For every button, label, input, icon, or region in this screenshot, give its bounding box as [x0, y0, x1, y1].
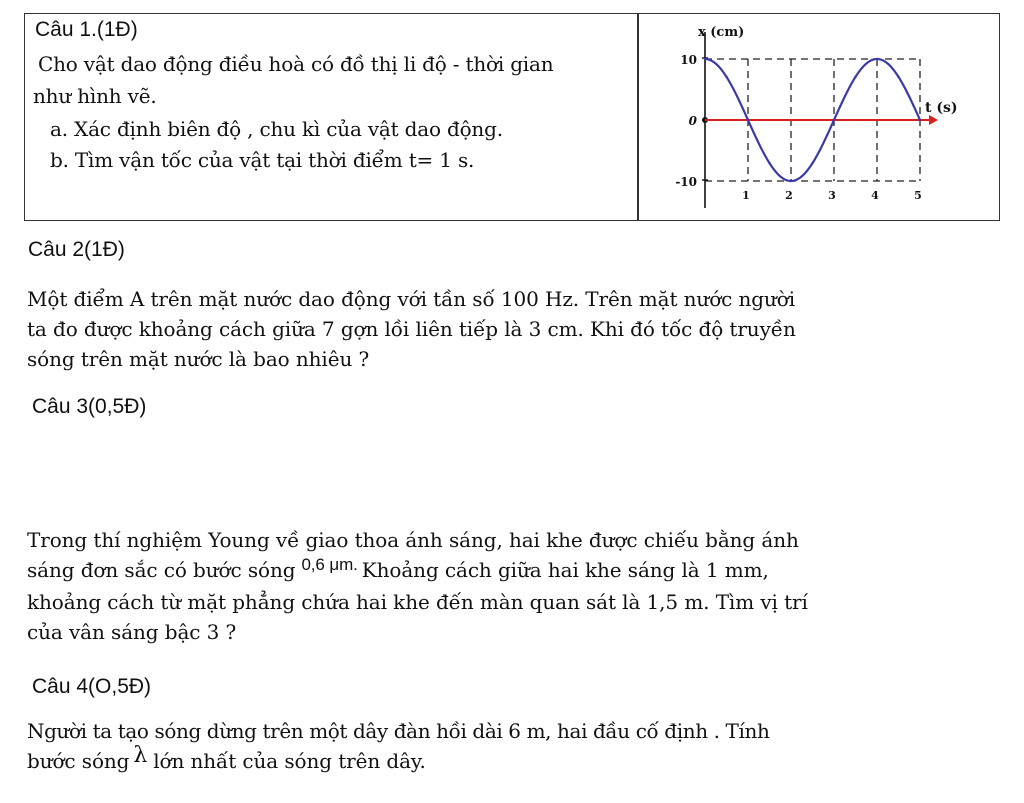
- question-4-line-2: [27, 743, 927, 777]
- question-3-line-2: [27, 555, 927, 587]
- x-tick-label-4: 4: [871, 189, 879, 202]
- y-tick-label-10: 10: [680, 53, 697, 67]
- displacement-time-chart: [660, 20, 980, 220]
- question-4-line-2-end: lớn nhất của sóng trên dây.: [153, 749, 426, 773]
- question-2-heading: Câu 2(1Đ): [28, 238, 125, 261]
- data-point-9: [897, 76, 899, 78]
- x-tick-label-1: 1: [742, 189, 750, 202]
- question-3-text: [27, 525, 927, 647]
- table-divider: [637, 13, 639, 221]
- question-1-heading: Câu 1.(1Đ): [35, 18, 138, 41]
- question-1-line-2: như hình vẽ.: [33, 84, 157, 108]
- question-1-line-1: Cho vật dao động điều hoà có đồ thị li độ - thời gian: [38, 52, 554, 76]
- data-point-1: [725, 76, 727, 78]
- question-2-line-3: sóng trên mặt nước là bao nhiêu ?: [27, 347, 370, 371]
- data-point-4: [790, 180, 792, 182]
- data-point-7: [854, 76, 856, 78]
- data-point-5: [811, 162, 813, 164]
- y-tick-label-0: 0: [688, 114, 697, 128]
- question-3-line-4: của vân sáng bậc 3 ?: [27, 620, 237, 644]
- x-tick-label-5: 5: [914, 189, 922, 202]
- question-1-part-b: b. Tìm vận tốc của vật tại thời điểm t= 1 s.: [50, 148, 475, 172]
- question-2-text: [27, 284, 917, 374]
- data-point-3: [768, 162, 770, 164]
- question-4-heading: Câu 4(O,5Đ): [32, 675, 152, 698]
- data-point-10: [919, 119, 921, 121]
- x-tick-label-3: 3: [828, 189, 836, 202]
- question-3-line-1: Trong thí nghiệm Young về giao thoa ánh sáng, hai khe được chiếu bằng ánh: [27, 528, 799, 552]
- question-4-line-1: Người ta tạo sóng dừng trên một dây đàn hồi dài 6 m, hai đầu cố định . Tính: [27, 719, 770, 743]
- question-2-line-1: Một điểm A trên mặt nước dao động với tần số 100 Hz. Trên mặt nước người: [27, 287, 795, 311]
- y-axis-label: x (cm): [698, 25, 745, 40]
- x-axis-label: t (s): [925, 100, 958, 116]
- question-3-line-2-start: sáng đơn sắc có bước sóng: [27, 558, 296, 582]
- question-3-line-3: khoảng cách từ mặt phẳng chứa hai khe đến màn quan sát là 1,5 m. Tìm vị trí: [27, 590, 808, 614]
- question-3-heading: Câu 3(0,5Đ): [32, 395, 147, 418]
- x-tick-label-2: 2: [785, 189, 793, 202]
- wavelength-value: 0,6 μm.: [301, 555, 358, 574]
- question-1-part-a: a. Xác định biên độ , chu kì của vật dao động.: [50, 117, 503, 141]
- data-point-6: [833, 119, 835, 121]
- lambda-symbol: λ: [133, 743, 148, 768]
- question-4-text: [27, 716, 927, 777]
- question-3-line-2-end: Khoảng cách giữa hai khe sáng là 1 mm,: [361, 558, 769, 582]
- question-4-line-2-start: bước sóng: [27, 749, 130, 773]
- data-point-8: [876, 58, 878, 60]
- time-axis-arrow: [929, 115, 938, 125]
- data-point-2: [747, 119, 749, 121]
- y-tick-label--10: -10: [675, 175, 697, 189]
- question-2-line-2: ta đo được khoảng cách giữa 7 gợn lồi liên tiếp là 3 cm. Khi đó tốc độ truyền: [27, 317, 796, 341]
- data-point-0: [704, 58, 706, 60]
